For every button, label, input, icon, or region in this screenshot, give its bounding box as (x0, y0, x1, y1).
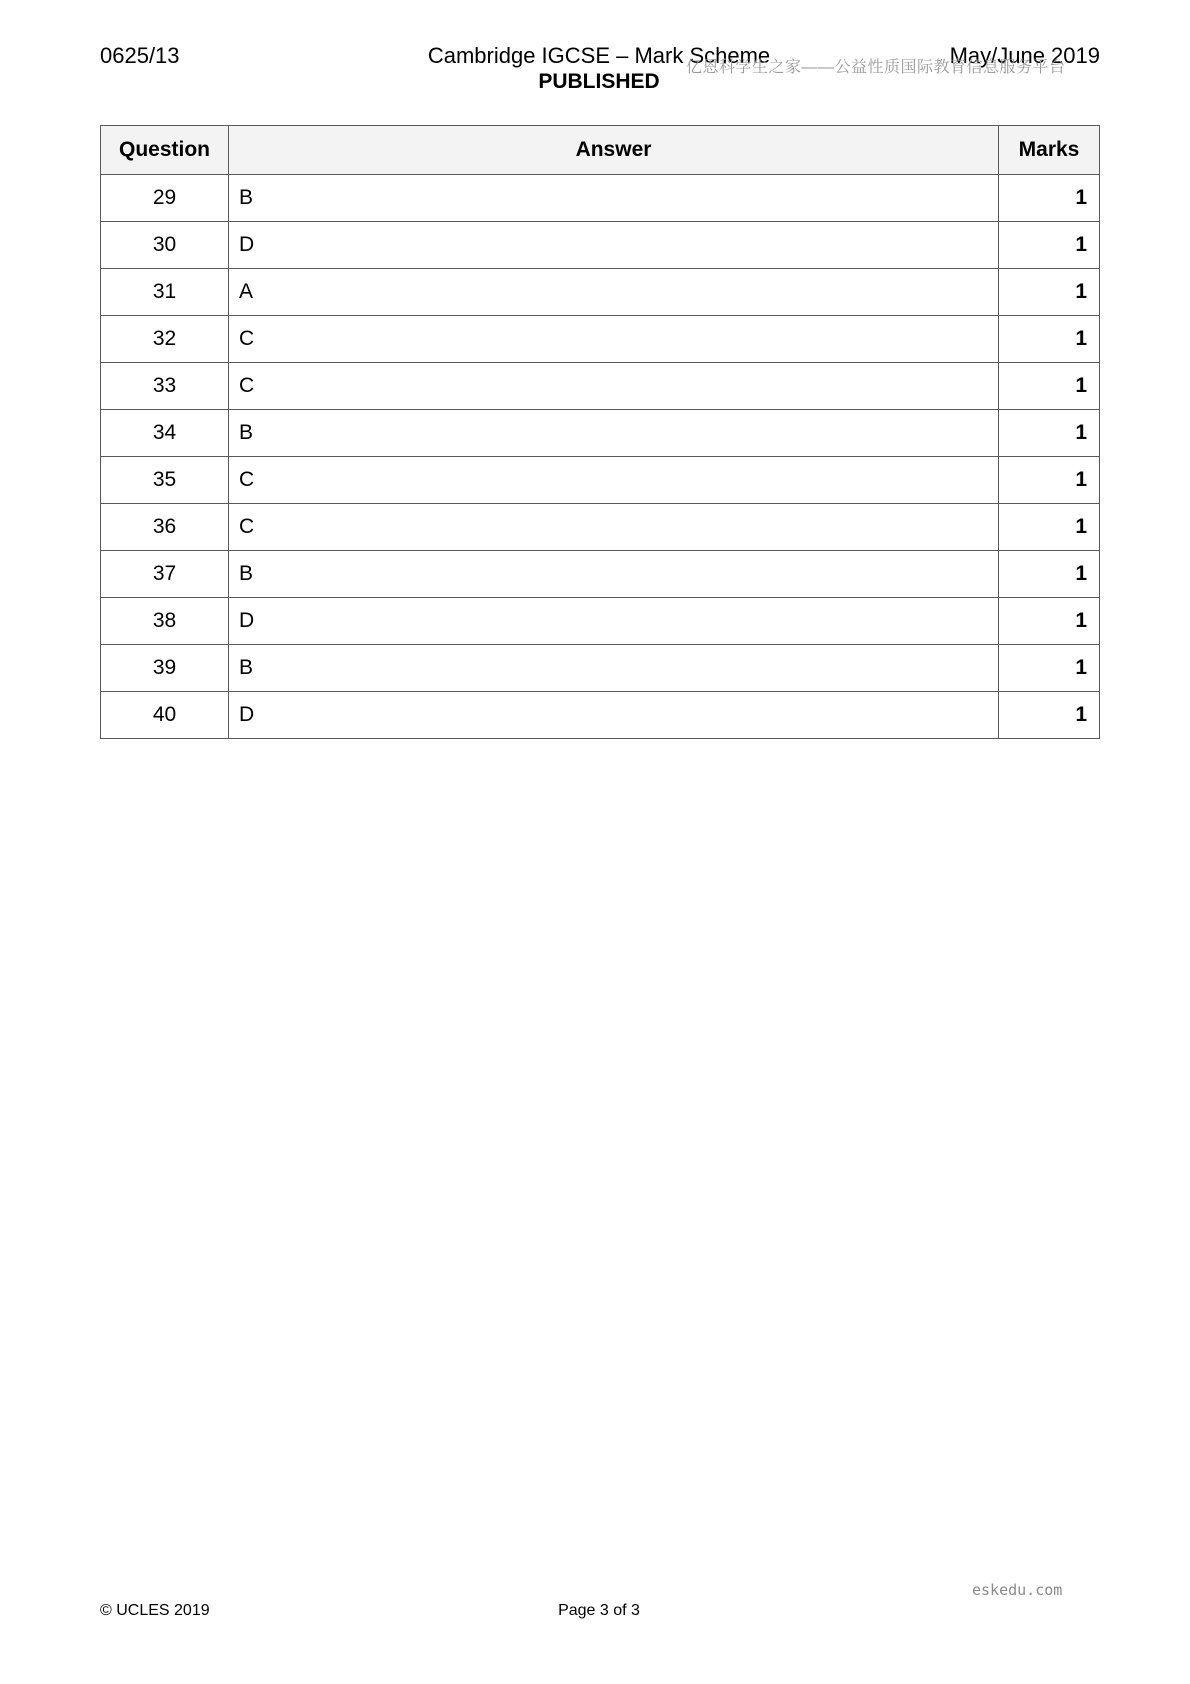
table-row (101, 363, 1100, 410)
table-row (101, 410, 1100, 457)
answer-cell: C (229, 363, 999, 410)
marks-cell: 1 (999, 363, 1100, 410)
answer-cell: B (229, 410, 999, 457)
page-number: Page 3 of 3 (558, 1602, 640, 1619)
question-number: 38 (101, 598, 229, 645)
question-number: 34 (101, 410, 229, 457)
table-header-row (101, 126, 1100, 175)
question-number: 29 (101, 175, 229, 222)
table-row (101, 692, 1100, 739)
column-header-question: Question (101, 126, 229, 175)
marks-cell: 1 (999, 645, 1100, 692)
answer-cell: C (229, 457, 999, 504)
answer-cell: B (229, 551, 999, 598)
answer-cell: C (229, 316, 999, 363)
watermark-text-bottom: eskedu.com (972, 1581, 1063, 1599)
answer-cell: B (229, 645, 999, 692)
table-row (101, 269, 1100, 316)
question-number: 31 (101, 269, 229, 316)
marks-cell: 1 (999, 316, 1100, 363)
question-number: 37 (101, 551, 229, 598)
table-row (101, 316, 1100, 363)
answer-cell: D (229, 222, 999, 269)
table-row (101, 175, 1100, 222)
published-label: PUBLISHED (538, 70, 660, 93)
marks-cell: 1 (999, 410, 1100, 457)
marks-cell: 1 (999, 551, 1100, 598)
question-number: 32 (101, 316, 229, 363)
marks-cell: 1 (999, 692, 1100, 739)
marks-cell: 1 (999, 222, 1100, 269)
watermark-text-top: 亿恩科学生之家——公益性质国际教育信息服务平台 (686, 59, 1066, 76)
question-number: 40 (101, 692, 229, 739)
exam-session: May/June 2019 (949, 43, 1100, 68)
question-number: 35 (101, 457, 229, 504)
answer-cell: B (229, 175, 999, 222)
table-row (101, 457, 1100, 504)
table-row (101, 222, 1100, 269)
marks-cell: 1 (999, 175, 1100, 222)
marks-cell: 1 (999, 504, 1100, 551)
copyright-notice: © UCLES 2019 (100, 1602, 210, 1619)
question-number: 30 (101, 222, 229, 269)
column-header-marks: Marks (999, 126, 1100, 175)
document-title: Cambridge IGCSE – Mark Scheme (427, 43, 771, 68)
mark-scheme-table (100, 125, 1100, 739)
table-row (101, 551, 1100, 598)
table-row (101, 598, 1100, 645)
column-header-answer: Answer (229, 126, 999, 175)
answer-cell: C (229, 504, 999, 551)
answer-cell: D (229, 692, 999, 739)
question-number: 33 (101, 363, 229, 410)
marks-cell: 1 (999, 598, 1100, 645)
syllabus-code: 0625/13 (100, 43, 180, 68)
table-row (101, 504, 1100, 551)
answer-cell: A (229, 269, 999, 316)
answer-cell: D (229, 598, 999, 645)
marks-cell: 1 (999, 269, 1100, 316)
table-row (101, 645, 1100, 692)
question-number: 39 (101, 645, 229, 692)
question-number: 36 (101, 504, 229, 551)
marks-cell: 1 (999, 457, 1100, 504)
